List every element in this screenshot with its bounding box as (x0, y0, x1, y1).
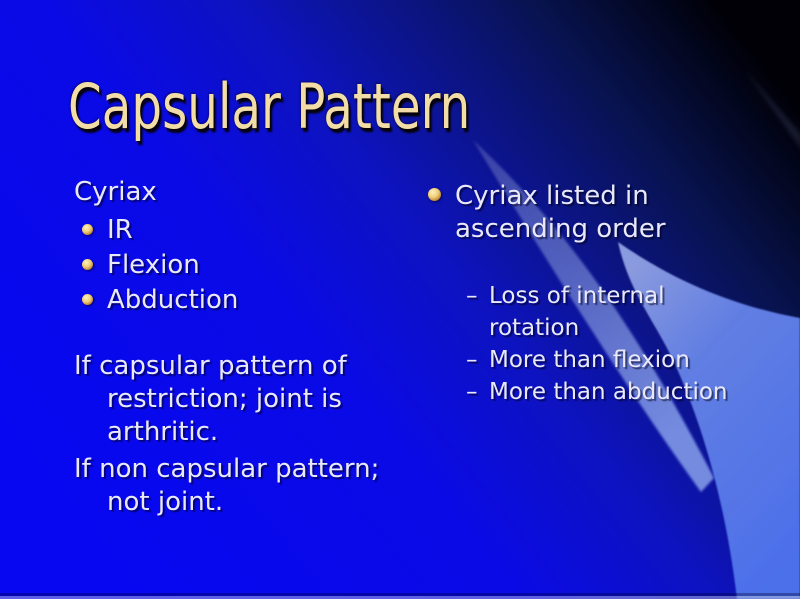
right-main-bullet (428, 180, 720, 246)
bullet-label: Abduction (107, 284, 239, 315)
paragraph: If capsular pattern of restriction; joint is arthritic. (74, 351, 347, 447)
bullet-dot-icon (428, 188, 441, 201)
list-item (74, 282, 238, 317)
bullet-dot-icon (82, 224, 93, 235)
sub-bullet-label: Loss of internal rotation (489, 283, 665, 341)
dash-icon: – (466, 283, 478, 309)
sub-bullet-label: More than flexion (489, 347, 690, 373)
paragraph: If non capsular pattern; not joint. (74, 454, 380, 517)
right-sub-bullet-list (466, 280, 739, 408)
bullet-dot-icon (82, 294, 93, 305)
list-item (74, 247, 238, 282)
list-item (74, 212, 238, 247)
left-paragraphs (74, 350, 386, 519)
list-item (466, 376, 739, 408)
left-bullet-list (74, 212, 238, 317)
title-block (68, 70, 584, 143)
dash-icon: – (466, 379, 478, 405)
list-item (466, 280, 739, 344)
bullet-label: IR (107, 214, 133, 245)
bullet-dot-icon (82, 259, 93, 270)
sub-bullet-label: More than abduction (489, 379, 728, 405)
dash-icon: – (466, 347, 478, 373)
list-item (466, 344, 739, 376)
slide-title: Capsular Pattern (68, 70, 471, 143)
bullet-label: Flexion (107, 249, 200, 280)
left-column-header: Cyriax (74, 177, 157, 207)
bullet-label: Cyriax listed in ascending order (455, 181, 666, 244)
